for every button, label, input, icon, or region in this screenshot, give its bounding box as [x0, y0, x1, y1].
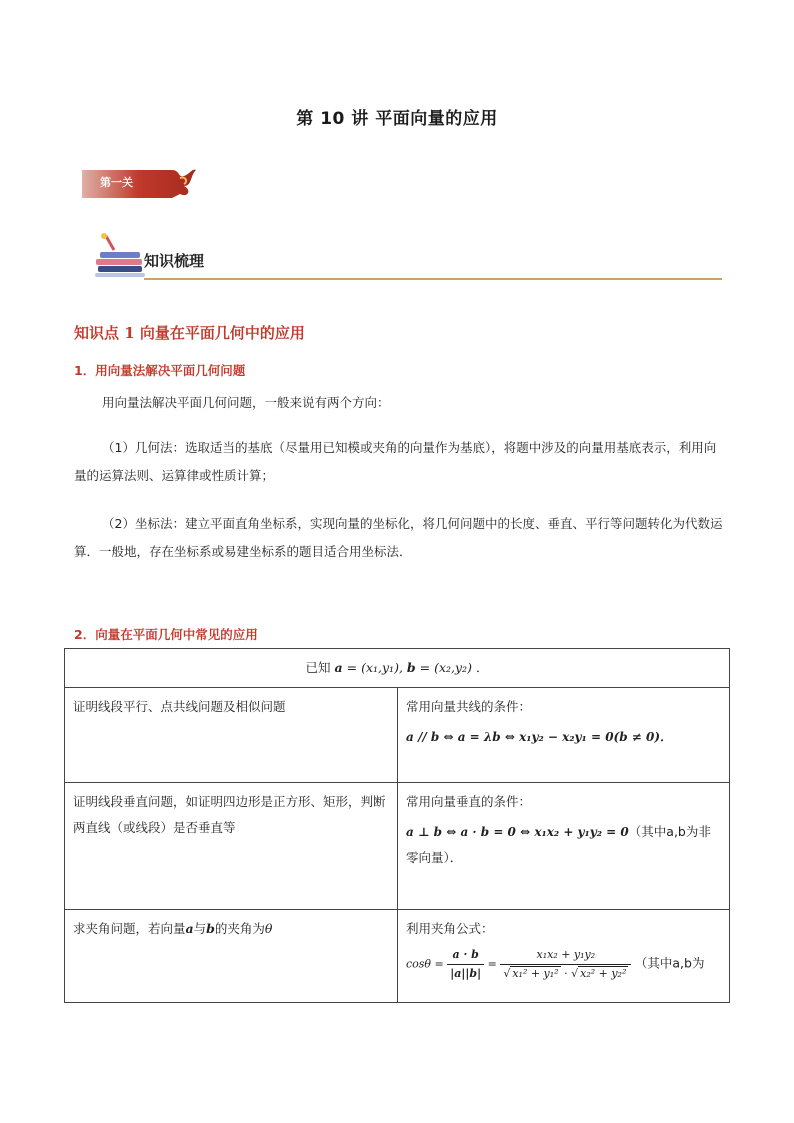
- section-divider: [144, 278, 722, 280]
- table-row: [65, 649, 730, 688]
- row3-left-mid: 与: [193, 921, 207, 936]
- equals-sign: =: [487, 957, 497, 971]
- fraction-dot-over-norms: [447, 946, 484, 983]
- row1-right: [398, 688, 730, 783]
- sqrt-term-1: x₁² + y₁²: [512, 967, 559, 980]
- row2-right: [398, 783, 730, 910]
- row3-left: [65, 910, 398, 1003]
- row3-right: [398, 910, 730, 1003]
- cos-label: cosθ =: [406, 957, 444, 971]
- knowledge-section-header: [92, 232, 722, 282]
- row3-left-suffix: 的夹角为: [214, 921, 265, 936]
- row3-vector-b: b: [206, 921, 215, 936]
- row2-formula-line: [406, 819, 721, 871]
- applications-table: [64, 648, 730, 1003]
- knowledge-section-title: 知识梳理: [144, 252, 205, 270]
- section1-item2: （2）坐标法：建立平面直角坐标系，实现向量的坐标化，将几何问题中的长度、垂直、平行等问题转化为代数运算．一般地，存在坐标系或易建坐标系的题目适合用坐标法．: [74, 516, 723, 559]
- fraction1-denominator: |a||b|: [450, 967, 482, 980]
- row2-formula: a ⊥ b ⇔ a · b = 0 ⇔ x₁x₂ + y₁y₂ = 0: [406, 825, 629, 839]
- section1-intro: 用向量法解决平面几何问题，一般来说有两个方向：: [102, 395, 390, 410]
- theta-symbol: θ: [264, 921, 273, 936]
- known-prefix: 已知: [305, 660, 331, 675]
- row3-left-prefix: 求夹角问题，若向量: [73, 921, 186, 936]
- sqrt-term-2: x₂² + y₂²: [580, 967, 627, 980]
- row2-left: 证明线段垂直问题，如证明四边形是正方形、矩形，判断两直线（或线段）是否垂直等: [65, 783, 398, 910]
- row2-note: （其中a,b为非零向量）．: [406, 824, 711, 865]
- row1-left: 证明线段平行、点共线问题及相似问题: [65, 688, 398, 783]
- row1-formula: a // b ⇔ a = λb ⇔ x₁y₂ − x₂y₁ = 0(b ≠ 0)．: [406, 730, 673, 744]
- row3-right-title: 利用夹角公式：: [406, 921, 494, 936]
- banner-label: 第一关: [100, 176, 133, 189]
- table-row: [65, 910, 730, 1003]
- table-row: [65, 688, 730, 783]
- books-icon: [92, 232, 148, 282]
- fraction-coordinates: [500, 946, 631, 983]
- known-end: ．: [475, 660, 489, 675]
- fraction2-numerator: x₁x₂ + y₁y₂: [500, 946, 631, 965]
- lesson-title: 第 10 讲 平面向量的应用: [296, 109, 498, 129]
- vector-a-coords: = (x₁,y₁),: [346, 660, 403, 675]
- level-banner: [80, 164, 198, 204]
- row1-right-title: 常用向量共线的条件：: [406, 699, 532, 714]
- section2-heading: 2．向量在平面几何中常见的应用: [74, 627, 258, 642]
- knowledge-point-title: 知识点 1 向量在平面几何中的应用: [74, 324, 305, 342]
- row3-tail: （其中a,b为: [634, 955, 705, 971]
- ribbon-graphic: [80, 164, 198, 204]
- row3-vector-a: a: [185, 921, 194, 936]
- section1-item1: （1）几何法：选取适当的基底（尽量用已知模或夹角的向量作为基底），将题中涉及的向量用基底表示，利用向量的运算法则、运算律或性质计算；: [74, 440, 717, 483]
- section1-heading: 1．用向量法解决平面几何问题: [74, 363, 246, 378]
- vector-b: b: [406, 660, 416, 675]
- vector-a: a: [334, 660, 343, 675]
- known-cell: [65, 649, 730, 688]
- row2-right-title: 常用向量垂直的条件：: [406, 794, 532, 809]
- fraction1-numerator: a · b: [447, 946, 484, 965]
- fraction2-denominator: √ x₁² + y₁² · √ x₂² + y₂²: [503, 967, 627, 980]
- vector-b-coords: = (x₂,y₂): [419, 660, 472, 675]
- angle-formula: [406, 946, 721, 983]
- table-row: [65, 783, 730, 910]
